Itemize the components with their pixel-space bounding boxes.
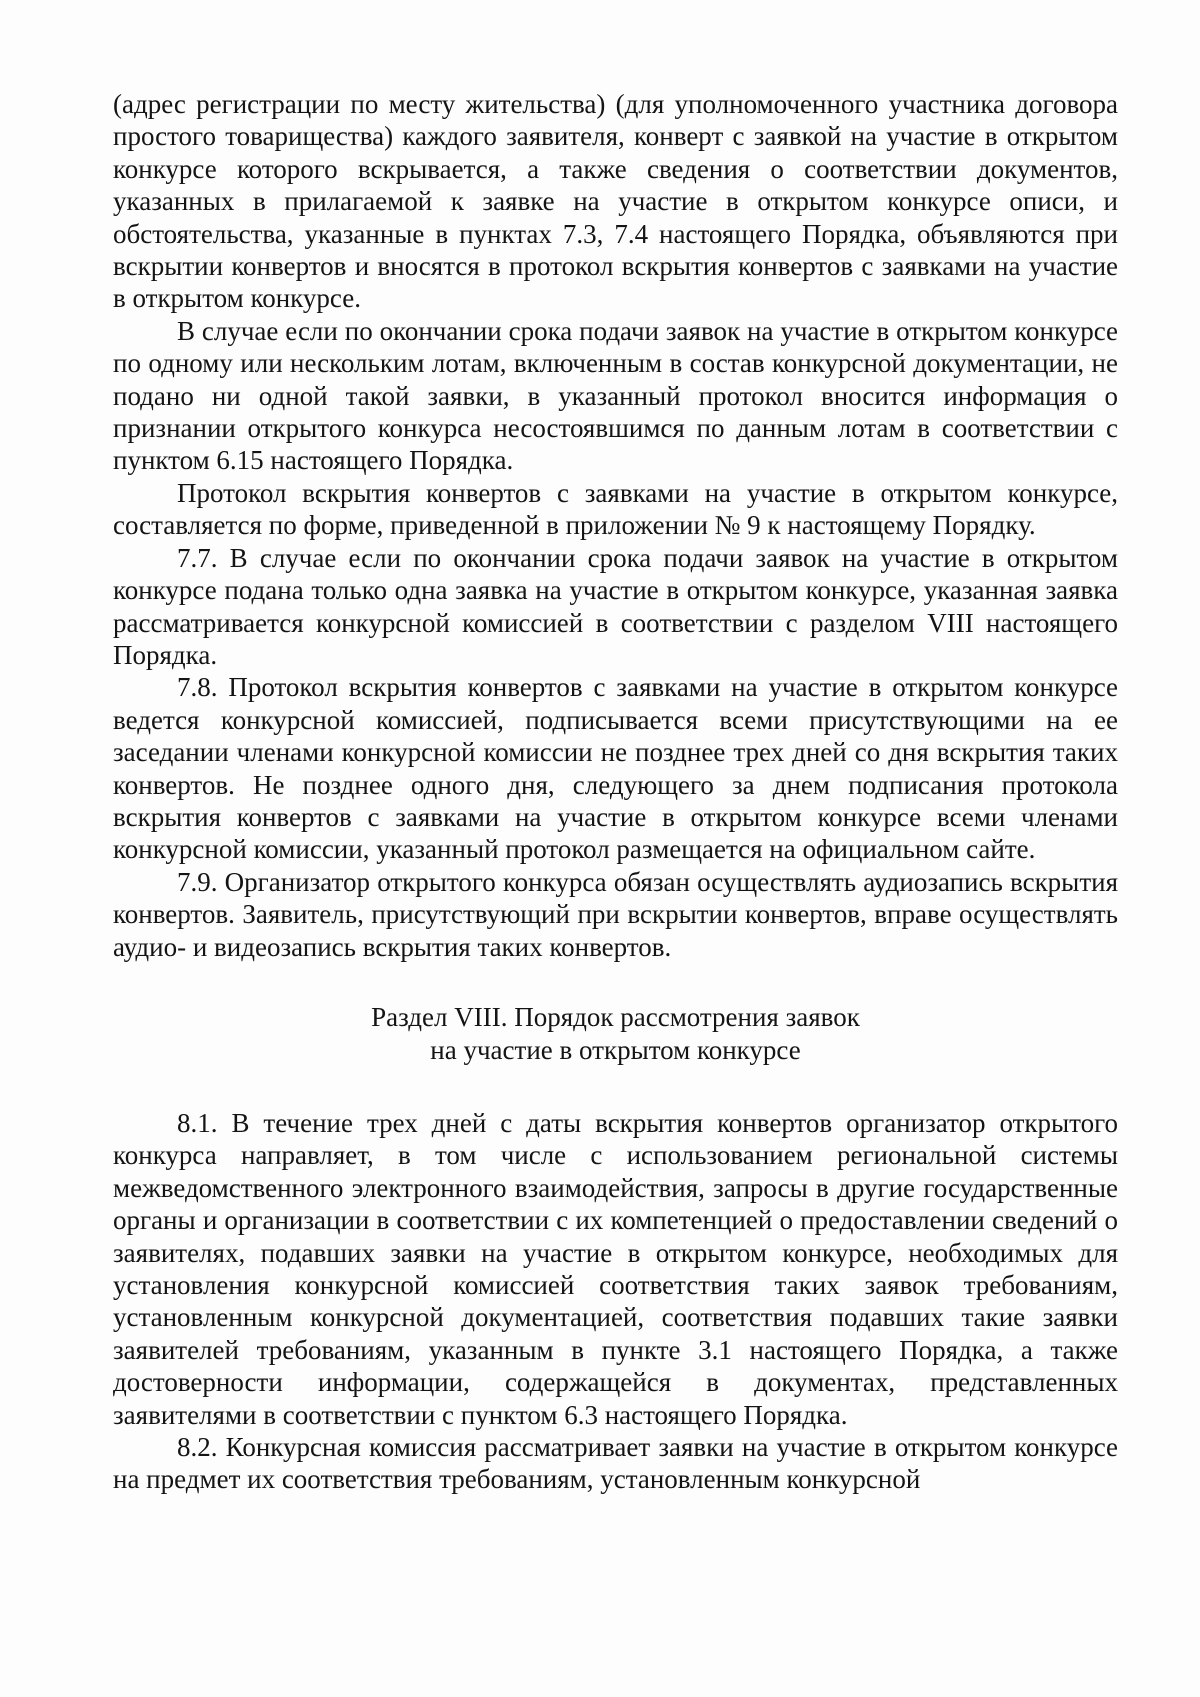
paragraph-7-8: 7.8. Протокол вскрытия конвертов с заявками на участие в открытом конкурсе ведется конкурсной комиссией, подписывается всеми присутствующими на ее заседании членами конкурсной комиссии не позднее трех дней со дня вскрытия таких конвертов. Не позднее одного дня, следующего за днем подписания протокола вскрытия конвертов с заявками на участие в открытом конкурсе всеми членами конкурсной комиссии, указанный протокол размещается на официальном сайте.: [113, 672, 1118, 865]
paragraph-7-7: 7.7. В случае если по окончании срока подачи заявок на участие в открытом конкурсе подана только одна заявка на участие в открытом конкурсе, указанная заявка рассматривается конкурсной комиссией в соответствии с разделом VIII настоящего Порядка.: [113, 542, 1118, 670]
paragraph-no-bids: В случае если по окончании срока подачи заявок на участие в открытом конкурсе по одному или нескольким лотам, включенным в состав конкурсной документации, не подано ни одной такой заявки, в указанный протокол вносится информация о признании открытого конкурса несостоявшимся по данным лотам в соответствии с пунктом 6.15 настоящего Порядка.: [113, 315, 1118, 476]
paragraph-protocol-form: Протокол вскрытия конвертов с заявками на участие в открытом конкурсе, составляется по форме, приведенной в приложении № 9 к настоящему Порядку.: [113, 477, 1118, 541]
text-column: [113, 88, 1118, 1496]
section-heading-line-1: Раздел VIII. Порядок рассмотрения заявок: [371, 1001, 860, 1032]
section-heading-line-2: на участие в открытом конкурсе: [430, 1034, 801, 1065]
section-heading: [113, 963, 1118, 1107]
paragraph-8-1: 8.1. В течение трех дней с даты вскрытия конвертов организатор открытого конкурса направляет, в том числе с использованием региональной системы межведомственного электронного взаимодействия, запросы в другие государственные органы и организации в соответствии с их компетенцией о предоставлении сведений о заявителях, подавших заявки на участие в открытом конкурсе, необходимых для установления конкурсной комиссией соответствия таких заявок требованиям, установленным конкурсной документацией, соответствия подавших такие заявки заявителей требованиям, указанным в пункте 3.1 настоящего Порядка, а также достоверности информации, содержащейся в документах, представленных заявителями в соответствии с пунктом 6.3 настоящего Порядка.: [113, 1107, 1118, 1430]
paragraph-continuation: (адрес регистрации по месту жительства) (для уполномоченного участника договора простого товарищества) каждого заявителя, конверт с заявкой на участие в открытом конкурсе которого вскрывается, а также сведения о соответствии документов, указанных в прилагаемой к заявке на участие в открытом конкурсе описи, и обстоятельства, указанные в пунктах 7.3, 7.4 настоящего Порядка, объявляются при вскрытии конвертов и вносятся в протокол вскрытия конвертов с заявками на участие в открытом конкурсе.: [113, 89, 1118, 314]
paragraph-8-2: 8.2. Конкурсная комиссия рассматривает заявки на участие в открытом конкурсе на предмет их соответствия требованиям, установленным конкурсной: [113, 1432, 1118, 1495]
paragraph-7-9: 7.9. Организатор открытого конкурса обязан осуществлять аудиозапись вскрытия конвертов. Заявитель, присутствующий при вскрытии конвертов, вправе осуществлять аудио- и видеозапись вскрытия таких конвертов.: [113, 866, 1118, 962]
